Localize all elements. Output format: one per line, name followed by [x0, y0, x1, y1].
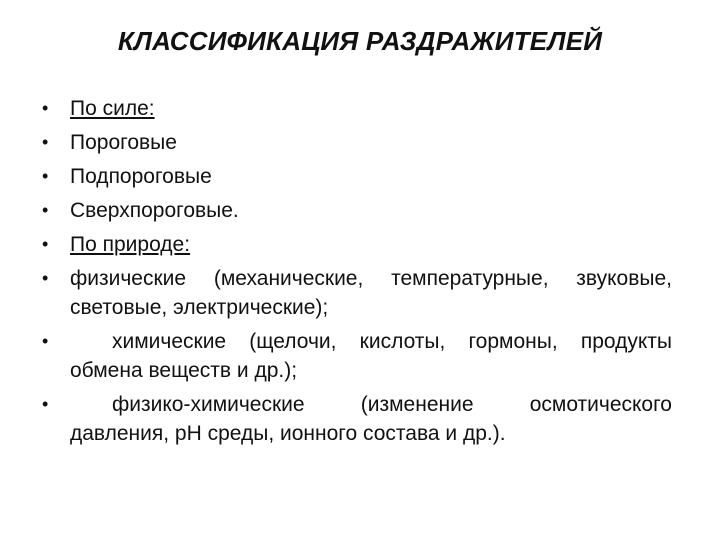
list-item: [40, 327, 672, 385]
list-item: [40, 230, 672, 259]
list-item: [40, 94, 672, 123]
list-item-text: физические (механические, температурные, звуковые, световые, электрические);: [70, 267, 672, 319]
list-item-text: Подпороговые: [70, 165, 212, 188]
list-item: [40, 264, 672, 322]
bullet-icon: •: [42, 331, 49, 351]
bullet-icon: •: [42, 394, 49, 414]
bullet-icon: •: [42, 200, 49, 220]
slide-title: КЛАССИФИКАЦИЯ РАЗДРАЖИТЕЛЕЙ: [117, 26, 603, 56]
bullet-icon: •: [42, 166, 49, 186]
bullet-icon: •: [42, 268, 49, 288]
bullet-icon: •: [42, 98, 49, 118]
bullet-icon: •: [42, 234, 49, 254]
bullet-list: [40, 94, 672, 453]
list-item-text: Сверхпороговые.: [70, 199, 239, 222]
list-item-text: физико-химические (изменение осмотического давления, pH среды, ионного состава и др.).: [70, 393, 672, 445]
list-item-text: химические (щелочи, кислоты, гормоны, продукты обмена веществ и др.);: [70, 330, 672, 382]
list-item: [40, 128, 672, 157]
list-item: [40, 162, 672, 191]
bullet-icon: •: [42, 132, 49, 152]
list-item: [40, 390, 672, 448]
list-item: [40, 196, 672, 225]
list-item-text: По природе:: [70, 233, 191, 256]
list-item-text: Пороговые: [70, 131, 177, 154]
list-item-text: По силе:: [70, 97, 155, 120]
